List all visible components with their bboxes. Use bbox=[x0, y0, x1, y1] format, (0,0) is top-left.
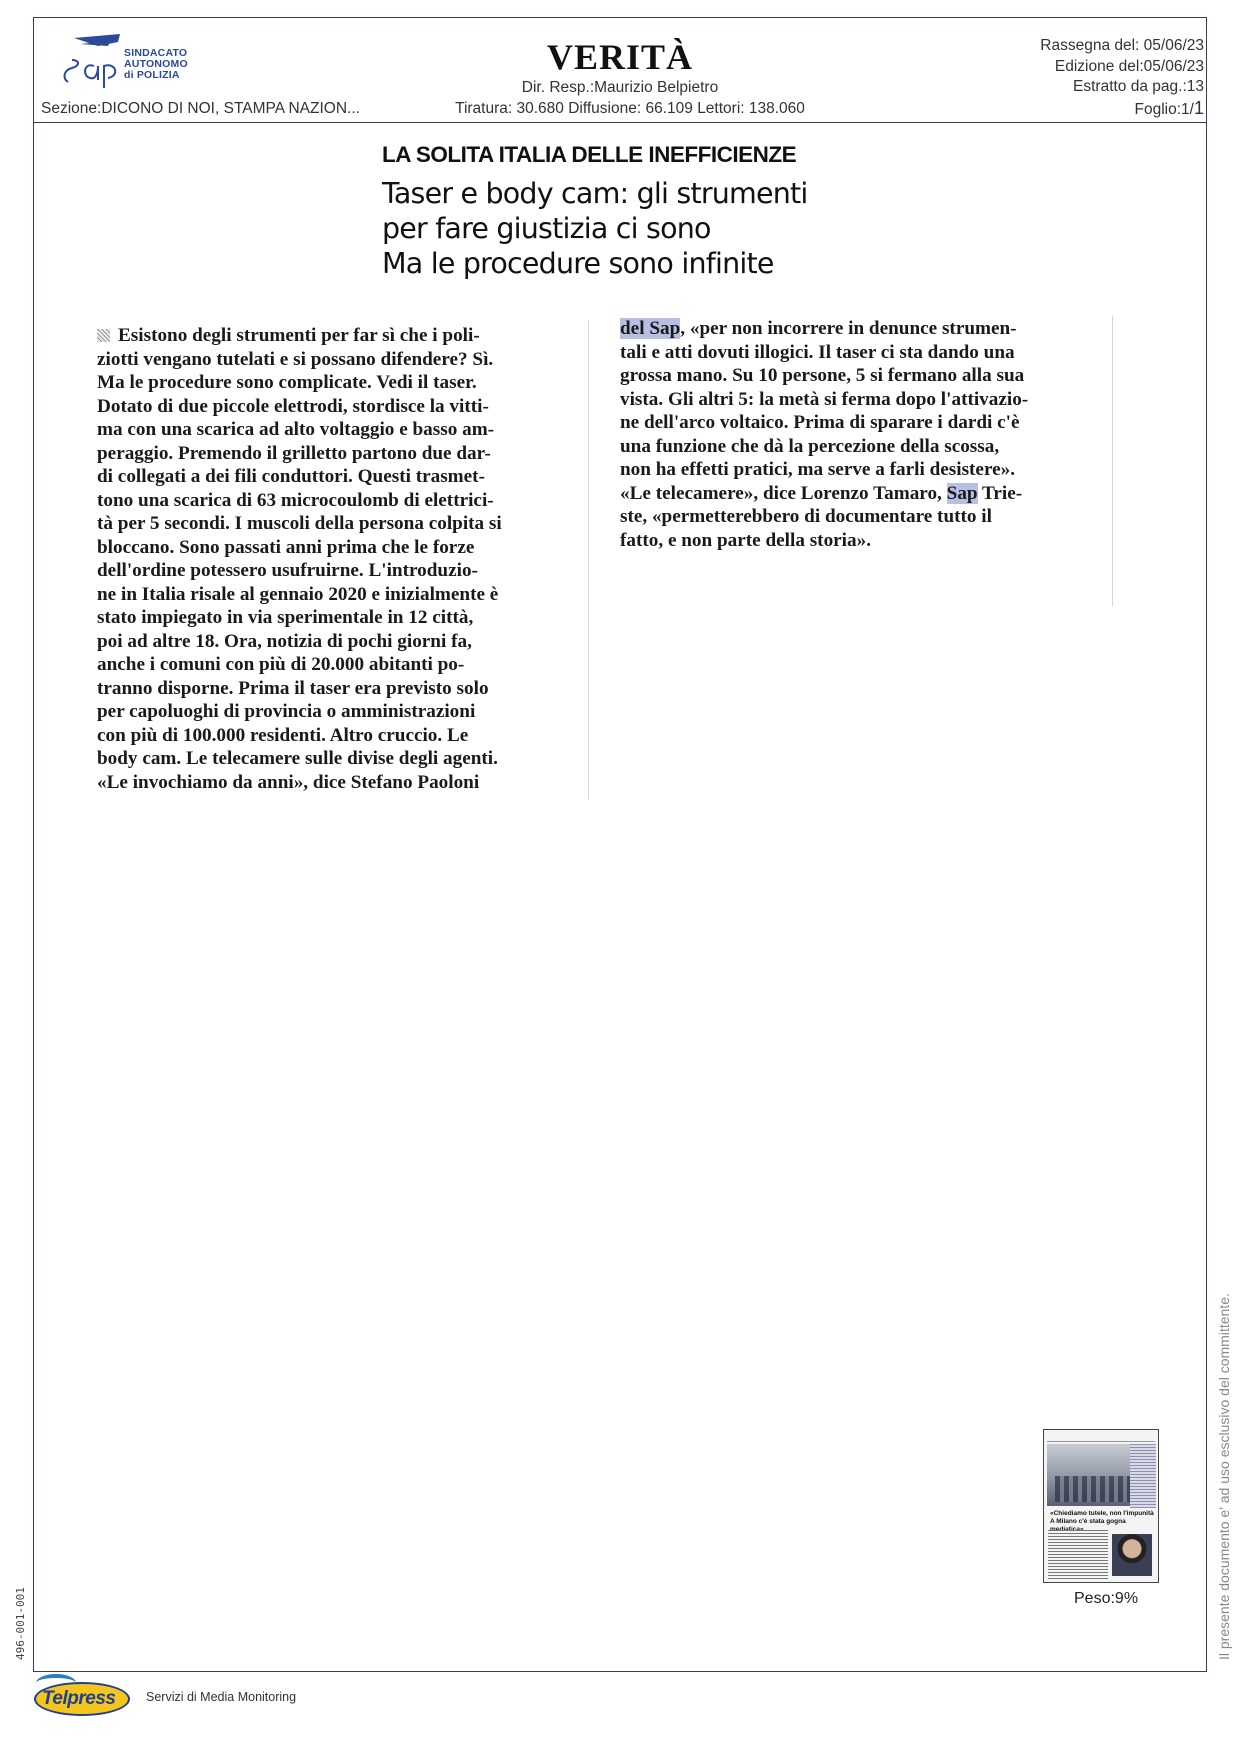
foglio-number: 1 bbox=[1193, 97, 1204, 118]
text-fragment: «Le telecamere», dice Lorenzo Tamaro, bbox=[620, 482, 947, 504]
text-fragment: tono una scarica di 63 microcoulomb di elettrici- bbox=[97, 489, 494, 511]
sap-logo-icon bbox=[58, 30, 130, 90]
logo-line-3: di POLIZIA bbox=[124, 69, 180, 81]
text-line bbox=[97, 324, 577, 348]
article-headline bbox=[382, 176, 807, 281]
text-fragment: tranno disporne. Prima il taser era previsto solo bbox=[97, 677, 489, 699]
document-code: 496-001-001 bbox=[14, 1587, 27, 1660]
text-line bbox=[97, 606, 577, 630]
paragraph-marker-icon bbox=[97, 329, 110, 342]
text-line: una funzione che dà la percezione della scossa, bbox=[620, 435, 1000, 457]
headline-line: Taser e body cam: gli strumenti bbox=[382, 177, 808, 210]
sap-logo-text bbox=[124, 48, 188, 81]
text-line bbox=[97, 348, 577, 372]
text-fragment: peraggio. Premendo il grilletto partono due dar- bbox=[97, 442, 491, 464]
text-line bbox=[97, 630, 577, 654]
text-line bbox=[97, 771, 577, 795]
page-thumbnail[interactable] bbox=[1043, 1429, 1159, 1583]
text-line bbox=[97, 536, 577, 560]
thumbnail-portrait bbox=[1112, 1534, 1152, 1576]
text-fragment: dell'ordine potessero usufruirne. L'introduzio- bbox=[97, 560, 478, 581]
text-line bbox=[97, 418, 577, 442]
sap-highlight: del Sap bbox=[620, 318, 681, 339]
article-column-right bbox=[620, 317, 1096, 552]
text-line bbox=[97, 512, 577, 536]
text-fragment: per capoluoghi di provincia o amministrazioni bbox=[97, 701, 476, 722]
peso-label: Peso:9% bbox=[1074, 1590, 1139, 1607]
text-line bbox=[97, 442, 577, 466]
foglio-label: Foglio:1/ bbox=[1134, 100, 1194, 118]
telpress-name: Telpress bbox=[42, 1688, 116, 1709]
thumbnail-text bbox=[1048, 1530, 1108, 1580]
text-fragment: con più di 100.000 residenti. Altro cruccio. Le bbox=[97, 724, 469, 746]
usage-notice: Il presente documento e' ad uso esclusivo del committente. bbox=[1216, 1293, 1232, 1660]
headline-line: Ma le procedure sono infinite bbox=[382, 247, 774, 280]
section-label: Sezione:DICONO DI NOI, STAMPA NAZION... bbox=[41, 100, 360, 117]
text-line bbox=[97, 489, 577, 513]
rassegna-date: Rassegna del: 05/06/23 bbox=[1040, 37, 1204, 54]
text-line: ste, «permetterebbero di documentare tutto il bbox=[620, 506, 992, 527]
text-fragment: poi ad altre 18. Ora, notizia di pochi giorni fa, bbox=[97, 630, 472, 652]
text-fragment: Dotato di due piccole elettrodi, stordisce la vitti- bbox=[97, 395, 489, 417]
text-line bbox=[97, 371, 577, 395]
text-fragment: tà per 5 secondi. I muscoli della persona colpita si bbox=[97, 513, 502, 534]
estratto-page: Estratto da pag.:13 bbox=[1073, 78, 1204, 95]
text-line: grossa mano. Su 10 persone, 5 si fermano alla sua bbox=[620, 365, 1025, 386]
edizione-date: Edizione del:05/06/23 bbox=[1054, 57, 1204, 75]
review-meta bbox=[1040, 36, 1204, 120]
sap-highlight: Sap bbox=[946, 482, 978, 504]
text-line: tali e atti dovuti illogici. Il taser ci sta dando una bbox=[620, 341, 1015, 363]
right-tail bbox=[620, 505, 1096, 552]
text-line: vista. Gli altri 5: la metà si ferma dopo l'attivazio- bbox=[620, 388, 1029, 410]
services-label: Servizi di Media Monitoring bbox=[146, 1690, 297, 1704]
text-line bbox=[97, 653, 577, 677]
circulation-metrics: Tiratura: 30.680 Diffusione: 66.109 Lettori: 138.060 bbox=[455, 100, 805, 117]
text-line: fatto, e non parte della storia». bbox=[620, 529, 872, 551]
text-line bbox=[97, 724, 577, 748]
text-fragment: Ma le procedure sono complicate. Vedi il taser. bbox=[97, 372, 477, 393]
sap-logo bbox=[58, 30, 198, 90]
column-rule bbox=[588, 320, 589, 800]
column-rule bbox=[1112, 316, 1113, 606]
thumbnail-topbar bbox=[1047, 1433, 1155, 1442]
text-line bbox=[620, 317, 1096, 341]
logo-line-1: SINDACATO bbox=[124, 47, 188, 59]
text-fragment: body cam. Le telecamere sulle divise degli agenti. bbox=[97, 748, 498, 769]
text-line bbox=[97, 700, 577, 724]
newspaper-masthead: VERITÀ bbox=[546, 37, 694, 77]
text-line bbox=[97, 465, 577, 489]
thumbnail-side-column bbox=[1130, 1444, 1156, 1508]
text-line bbox=[97, 395, 577, 419]
text-fragment: ziotti vengano tutelati e si possano difendere? Sì. bbox=[97, 348, 494, 370]
text-fragment: «Le invochiamo da anni», dice Stefano Paoloni bbox=[97, 771, 480, 793]
text-fragment: Trie- bbox=[977, 482, 1023, 504]
telpress-logo bbox=[32, 1672, 134, 1718]
text-fragment: stato impiegato in via sperimentale in 12 città, bbox=[97, 607, 474, 628]
text-fragment: ne in Italia risale al gennaio 2020 e inizialmente è bbox=[97, 583, 499, 605]
director-line: Dir. Resp.:Maurizio Belpietro bbox=[521, 79, 719, 96]
logo-line-2: AUTONOMO bbox=[124, 58, 188, 70]
text-fragment: , «per non incorrere in denunce strumen- bbox=[680, 318, 1017, 339]
right-body bbox=[620, 341, 1096, 482]
text-line bbox=[97, 583, 577, 607]
text-line: non ha effetti pratici, ma serve a farli desistere». bbox=[620, 459, 1016, 480]
thumbnail-headline: «Chiediamo tutele, non l'impunità A Milano c'è stata gogna bbox=[1050, 1510, 1154, 1525]
foglio bbox=[1040, 98, 1204, 121]
text-fragment: Esistono degli strumenti per far sì che i poli- bbox=[118, 325, 480, 346]
text-fragment: bloccano. Sono passati anni prima che le forze bbox=[97, 536, 475, 558]
article-column-left bbox=[97, 324, 577, 794]
text-line: ne dell'arco voltaico. Prima di sparare i dardi c'è bbox=[620, 412, 1020, 433]
text-line bbox=[97, 677, 577, 701]
article-kicker: LA SOLITA ITALIA DELLE INEFFICIENZE bbox=[382, 142, 797, 167]
headline-line: per fare giustizia ci sono bbox=[382, 212, 711, 245]
text-line bbox=[97, 559, 577, 583]
text-fragment: ma con una scarica ad alto voltaggio e basso am- bbox=[97, 419, 495, 440]
text-fragment: di collegati a dei fili conduttori. Questi trasmet- bbox=[97, 466, 485, 487]
text-line bbox=[620, 482, 1096, 506]
text-fragment: anche i comuni con più di 20.000 abitanti po- bbox=[97, 654, 465, 675]
text-line bbox=[97, 747, 577, 771]
header-divider bbox=[33, 122, 1207, 123]
